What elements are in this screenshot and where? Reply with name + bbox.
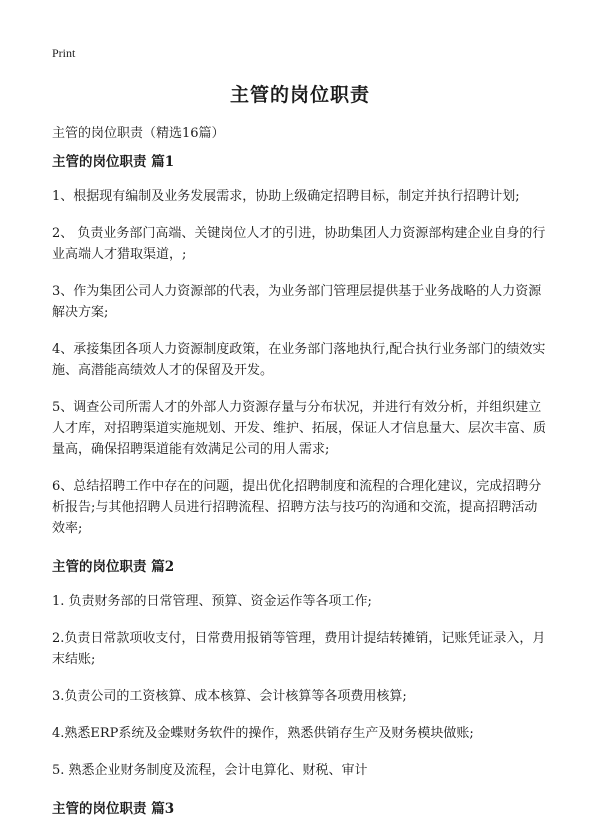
section-heading: 主管的岗位职责 篇3 — [52, 801, 175, 817]
list-item: 1、根据现有编制及业务发展需求，协助上级确定招聘目标，制定并执行招聘计划; — [52, 189, 520, 204]
list-item: 2.负责日常款项收支付，日常费用报销等管理，费用计提结转摊销，记账凭证录入，月末结账; — [52, 631, 546, 667]
list-item: 4.熟悉ERP系统及金蝶财务软件的操作，熟悉供销存生产及财务模块做账; — [52, 726, 474, 741]
list-item: 4、承接集团各项人力资源制度政策，在业务部门落地执行,配合执行业务部门的绩效实施、高潜能高绩效人才的保留及开发。 — [52, 342, 546, 378]
section-heading: 主管的岗位职责 篇1 — [52, 154, 175, 170]
section-heading: 主管的岗位职责 篇2 — [52, 559, 175, 575]
print-link[interactable]: Print — [52, 46, 76, 60]
list-item: 3、作为集团公司人力资源部的代表，为业务部门管理层提供基于业务战略的人力资源解决方案; — [52, 284, 542, 320]
section-3 — [52, 797, 548, 817]
list-item: 2、 负责业务部门高端、关键岗位人才的引进，协助集团人力资源部构建企业自身的行业高端人才猎取渠道，; — [52, 226, 546, 262]
list-item: 5. 熟悉企业财务制度及流程，会计电算化、财税、审计 — [52, 763, 368, 778]
page-title: 主管的岗位职责 — [229, 84, 370, 106]
section-2 — [52, 555, 548, 781]
section-1 — [52, 150, 548, 539]
list-item: 3.负责公司的工资核算、成本核算、会计核算等各项费用核算; — [52, 689, 407, 704]
document-subtitle: 主管的岗位职责（精选16篇） — [52, 126, 225, 141]
list-item: 1. 负责财务部的日常管理、预算、资金运作等各项工作; — [52, 594, 372, 609]
document-content — [52, 150, 548, 833]
list-item: 5、调查公司所需人才的外部人力资源存量与分布状况，并进行有效分析，并组织建立人才库，对招聘渠道实施规划、开发、维护、拓展，保证人才信息量大、层次丰富、质量高，确保招聘渠道能有效满足公司的用人需求; — [52, 400, 547, 457]
list-item: 6、总结招聘工作中存在的问题，提出优化招聘制度和流程的合理化建议，完成招聘分析报告;与其他招聘人员进行招聘流程、招聘方法与技巧的沟通和交流，提高招聘活动效率; — [52, 479, 542, 536]
